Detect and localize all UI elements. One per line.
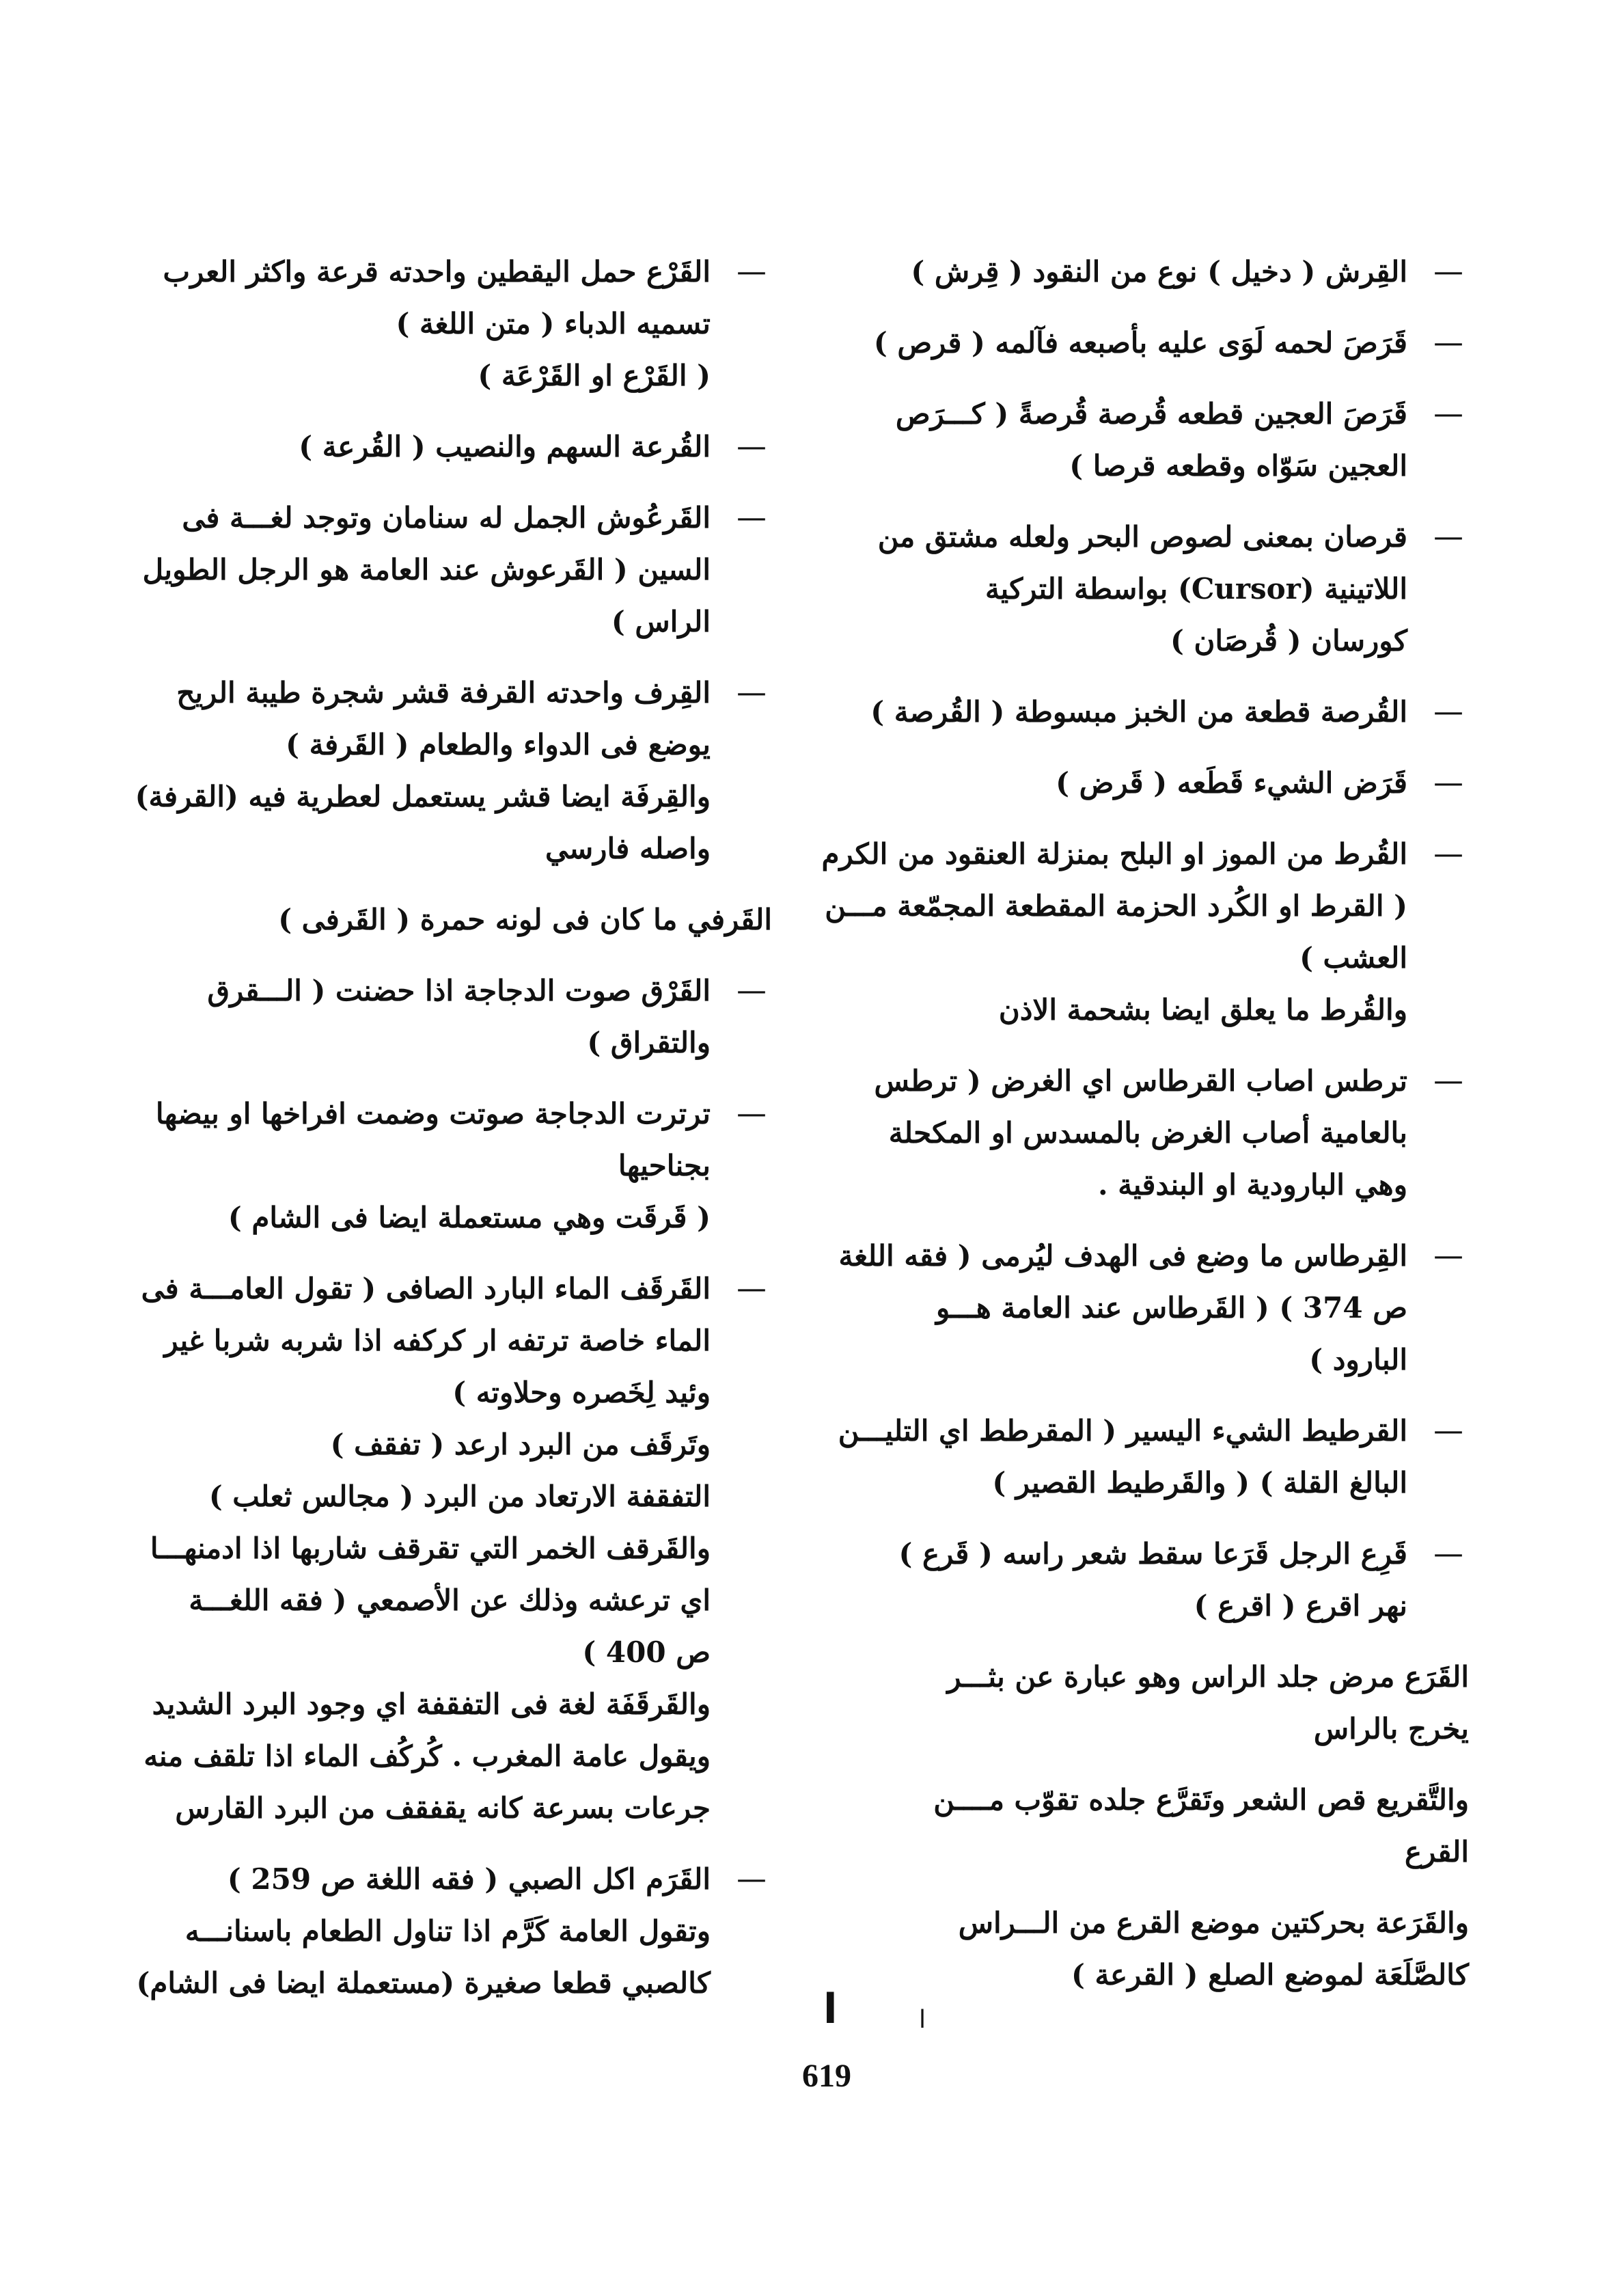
entry-line: اللاتينية (Cursor) بواسطة التركية [985, 572, 1407, 606]
dictionary-entry [857, 317, 1469, 369]
entry-dash: — [1433, 1413, 1463, 1448]
entry-dash: — [737, 1271, 767, 1306]
entry-dash: — [1433, 396, 1463, 431]
entry-line: ويقول عامة المغرب . كُركُف الماء اذا تلقف منه [143, 1739, 711, 1773]
entry-line: تسميه الدباء ( متن اللغة ) [396, 307, 711, 340]
entry-line: القَرَم اكل الصبي ( فقه اللغة ص 259 ) [227, 1862, 711, 1896]
entry-line: والقَرقف الخمر التي تقرقف شاربها اذا ادمنهـــا [150, 1532, 711, 1565]
entry-line: القرع [1405, 1835, 1469, 1868]
entry-line: وهي البارودية او البندقية . [1097, 1168, 1407, 1201]
dictionary-entry [857, 1055, 1469, 1211]
entry-line: ترترت الدجاجة صوتت وضمت افراخها او بيضها [155, 1097, 711, 1130]
page-number: 619 [802, 2058, 851, 2094]
entry-line: البالغ القلة ) ( والقَرطيط القصير ) [992, 1466, 1407, 1499]
entry-line: التفقفة الارتعاد من البرد ( مجالس ثعلب ) [208, 1480, 711, 1513]
entry-line: والقُرط ما يعلق ايضا بشحمة الاذن [998, 993, 1407, 1027]
dictionary-entry [857, 757, 1469, 809]
entry-line: البارود ) [1309, 1343, 1407, 1376]
entry-line: كالصبي قطعا صغيرة (مستعملة ايضا فى الشام) [136, 1966, 711, 2000]
entry-line: واصله فارسي [545, 832, 711, 865]
entry-line: القِرف واحدته القرفة قشر شجرة طيبة الريح [176, 676, 711, 709]
entry-line: الراس ) [611, 605, 711, 638]
entry-dash: — [737, 973, 767, 1008]
entry-line: القرطيط الشيء اليسير ( المقرطط اي التليـــن [838, 1414, 1407, 1447]
entry-line: العجين سَوّاه وقطعه قرصا ) [1069, 449, 1407, 482]
stray-ink-mark: ا [919, 2006, 926, 2034]
entry-dash: — [1433, 765, 1463, 800]
entry-line: ( القَرْع او القَرْعَة ) [478, 359, 711, 392]
dictionary-entry [135, 667, 772, 875]
entry-line: والقَرَعة بحركتين موضع القرع من الـــراس [958, 1906, 1469, 1940]
entry-line: بجناحيها [618, 1149, 711, 1182]
entry-line: اي ترعشه وذلك عن الأصمعي ( فقه اللغـــة [189, 1583, 711, 1617]
left-column [135, 246, 772, 2028]
dictionary-entry [154, 421, 772, 473]
entry-dash: — [737, 500, 767, 535]
entry-line: ترطس اصاب القرطاس اي الغرض ( ترطس [874, 1064, 1407, 1098]
entry-line: وتقول العامة كَرَّم اذا تناول الطعام باسنانـــه [184, 1914, 711, 1948]
dictionary-entry [857, 686, 1469, 738]
dictionary-entry [857, 1528, 1469, 1632]
entry-line: يخرج بالراس [1313, 1712, 1469, 1745]
dictionary-entry [857, 1774, 1469, 1878]
entry-dash: — [737, 675, 767, 710]
entry-line: القِرش ( دخيل ) نوع من النقود ( قِرش ) [911, 255, 1407, 288]
entry-line: القُرعة السهم والنصيب ( القُرعة ) [299, 430, 711, 463]
entry-dash: — [737, 1862, 767, 1896]
entry-line: قَرَصَ لحمه لَوَى عليه بأصبعه فآلمه ( قرص ) [873, 326, 1407, 359]
dictionary-entry [141, 1263, 772, 1834]
entry-line: القُرصة قطعة من الخبز مبسوطة ( القُرصة ) [870, 695, 1407, 729]
entry-dash: — [737, 1096, 767, 1131]
dictionary-entry [154, 894, 772, 946]
entry-line: كورسان ( قُرصَان ) [1170, 624, 1407, 657]
entry-line: القِرطاس ما وضع فى الهدف ليُرمى ( فقه اللغة [838, 1239, 1407, 1273]
entry-line: والتَّقريع قص الشعر وتَقرَّع جلده تقوّب مــــن [933, 1783, 1469, 1817]
entry-line: ( القرط او الكُرد الحزمة المقطعة المجمّعة مـــن [825, 889, 1407, 923]
entry-dash: — [1433, 694, 1463, 729]
entry-dash: — [1433, 519, 1463, 554]
entry-line: قرصان بمعنى لصوص البحر ولعله مشتق من [877, 520, 1407, 554]
entry-line: ( قَرقَت وهي مستعملة ايضا فى الشام ) [228, 1201, 711, 1234]
entry-line: كالصَّلَعَة لموضع الصلع ( القرعة ) [1071, 1958, 1469, 1991]
entry-line: والقِرفَة ايضا قشر يستعمل لعطرية فيه (القرفة) [135, 780, 711, 813]
dictionary-entry [154, 246, 772, 402]
entry-dash: — [737, 254, 767, 289]
entry-line: القَرْق صوت الدجاجة اذا حضنت ( الـــقرق [207, 974, 711, 1007]
dictionary-entry [136, 1853, 772, 2009]
entry-line: ص 400 ) [582, 1635, 711, 1669]
dictionary-entry [857, 511, 1469, 667]
entry-dash: — [1433, 837, 1463, 871]
entry-line: الماء خاصة ترتفه ار كركفه اذا شربه شربا غير [164, 1324, 711, 1357]
dictionary-entry [821, 828, 1469, 1036]
entry-line: وئيد لِخَصره وحلاوته ) [452, 1376, 711, 1409]
dictionary-entry [838, 1230, 1469, 1386]
entry-dash: — [1433, 1238, 1463, 1273]
entry-line: القَرْع حمل اليقطين واحدته قرعة واكثر العرب [163, 255, 711, 288]
dictionary-entry [857, 1651, 1469, 1755]
stray-ink-mark: ا [823, 1985, 838, 2033]
right-column [821, 246, 1469, 2020]
entry-dash: — [1433, 1536, 1463, 1571]
entry-line: قَرَصَ العجين قطعه قُرصة قُرصةً ( كـــرَص [895, 397, 1407, 431]
entry-line: قَرَض الشيء قَطَعه ( قَرض ) [1056, 766, 1407, 800]
entry-line: يوضع فى الدواء والطعام ( القَرفة ) [286, 728, 711, 761]
dictionary-entry [838, 1405, 1469, 1509]
entry-line: السين ( القَرعوش عند العامة هو الرجل الطويل [142, 553, 711, 586]
entry-line: والتقراق ) [587, 1026, 711, 1059]
entry-dash: — [1433, 325, 1463, 360]
entry-line: بالعامية أصاب الغرض بالمسدس او المكحلة [888, 1116, 1407, 1150]
entry-line: القَرقَف الماء البارد الصافى ( تقول العامـــة فى [141, 1272, 711, 1305]
entry-line: قَرِع الرجل قَرَعا سقط شعر راسه ( قَرع ) [898, 1537, 1407, 1571]
dictionary-entry [857, 1897, 1469, 2001]
entry-dash: — [1433, 1063, 1463, 1098]
entry-line: العشب ) [1299, 941, 1407, 975]
entry-line: وتَرقَف من البرد ارعد ( تفقف ) [330, 1428, 711, 1461]
entry-line: القُرط من الموز او البلح بمنزلة العنقود من الكرم [821, 837, 1407, 871]
entry-line: القَرفي ما كان فى لونه حمرة ( القَرفى ) [278, 903, 772, 936]
entry-line: والقَرقَفَة لغة فى التفقفة اي وجود البرد الشديد [152, 1687, 711, 1721]
entry-dash: — [1433, 254, 1463, 289]
dictionary-entry [142, 492, 772, 648]
entry-line: القَرَع مرض جلد الراس وهو عبارة عن بثـــر [947, 1660, 1469, 1694]
entry-line: نهر اقرع ( اقرع ) [1194, 1589, 1407, 1622]
dictionary-entry [154, 1088, 772, 1244]
entry-dash: — [737, 429, 767, 464]
entry-line: جرعات بسرعة كانه يقفقف من البرد القارس [175, 1791, 711, 1825]
dictionary-entry [857, 246, 1469, 298]
entry-line: القَرعُوش الجمل له سنامان وتوجد لغـــة فى [182, 501, 711, 534]
dictionary-entry [857, 388, 1469, 492]
dictionary-entry [154, 965, 772, 1069]
entry-line: ص 374 ) ( القَرطاس عند العامة هـــو [935, 1291, 1407, 1324]
